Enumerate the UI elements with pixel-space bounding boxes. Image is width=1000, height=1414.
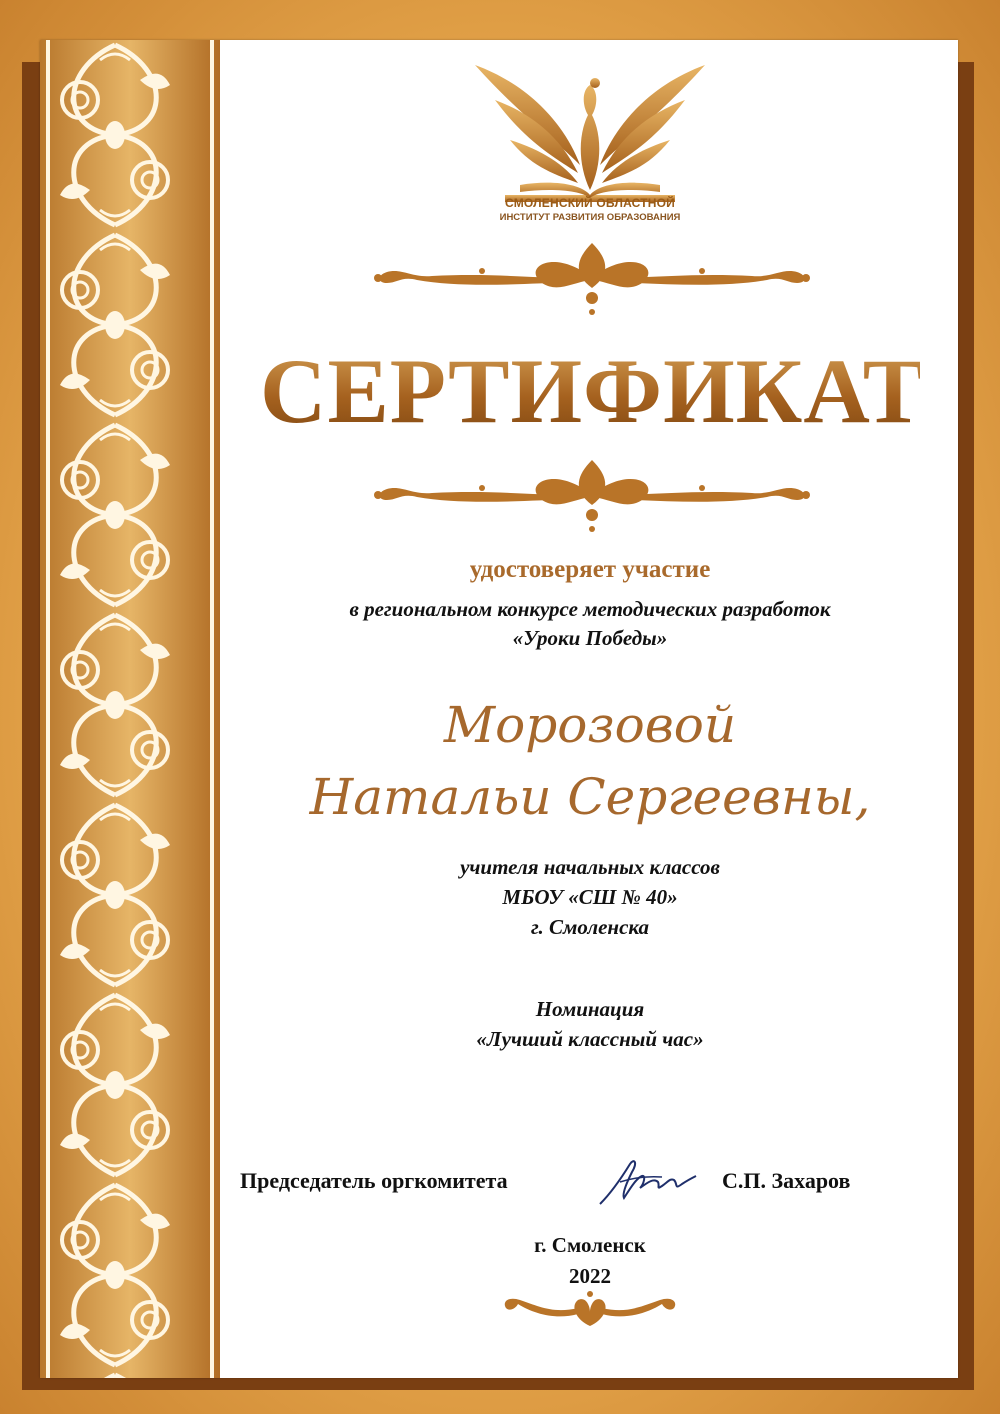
contest-description [260, 595, 920, 653]
bottom-flourish-ornament [498, 1286, 682, 1334]
certificate-title: СЕРТИФИКАТ [260, 340, 926, 442]
logo-title: СМОЛЕНСКИЙ ОБЛАСТНОЙ [505, 196, 675, 210]
chair-title: Председатель оргкомитета [240, 1168, 508, 1193]
nomination-label: Номинация [535, 997, 645, 1021]
logo-subtitle: ИНСТИТУТ РАЗВИТИЯ ОБРАЗОВАНИЯ [499, 212, 681, 223]
school-name: МБОУ «СШ № 40» [502, 885, 678, 909]
nomination-value: «Лучший классный час» [476, 1027, 704, 1051]
position-title: учителя начальных классов [460, 855, 720, 879]
contest-line: в региональном конкурсе методических разработок [349, 597, 831, 621]
nomination-block [260, 994, 920, 1054]
contest-name: «Уроки Победы» [512, 626, 668, 650]
certifies-participation-text: удостоверяет участие [469, 556, 711, 583]
recipient-position [260, 852, 920, 942]
recipient-given-names: Натальи Сергеевны, [309, 768, 871, 826]
ornament-border [40, 40, 220, 1378]
recipient-surname: Морозовой [443, 696, 737, 754]
handwritten-signature [592, 1152, 702, 1212]
chair-name: С.П. Захаров [722, 1168, 851, 1193]
issue-year: 2022 [569, 1264, 611, 1288]
top-flourish-ornament [372, 238, 812, 318]
middle-flourish-ornament [372, 455, 812, 535]
school-city: г. Смоленска [530, 915, 650, 939]
issue-city: г. Смоленск [534, 1233, 646, 1257]
